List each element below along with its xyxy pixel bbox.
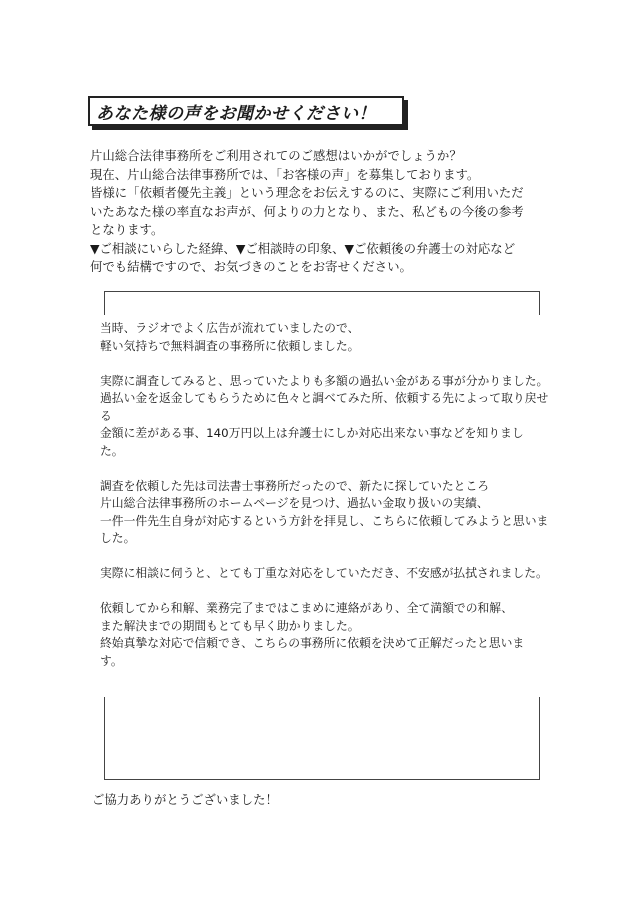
thanks-message: ご協力ありがとうございました！ [92,792,278,807]
testimonial-line: 実際に相談に伺うと、とても丁重な対応をしていただき、不安感が払拭されました。 [100,566,548,580]
testimonial-line: した。 [100,531,136,545]
intro-line: となります。 [90,222,164,237]
testimonial-line: 過払い金を返金してもらうために色々と調べてみた所、依頼する先によって取り戻せ [100,391,549,405]
testimonial-line: 依頼してから和解、業務完了まではこまめに連絡があり、全て満額での和解、 [100,601,513,615]
testimonial-line: す。 [100,653,123,668]
intro-line: 現在、片山総合法律事務所では、「お客様の声」を募集しております。 [90,166,480,182]
testimonial-paragraph [100,565,560,583]
testimonial-paragraph [100,600,560,670]
intro-text [90,147,560,277]
intro-line: いたあなた様の率直なお声が、何よりの力となり、また、私どもの今後の参考 [90,203,524,219]
comment-frame-top [104,291,540,315]
testimonial-line: た。 [100,443,124,458]
intro-line: 何でも結構ですので、お気づきのことをお寄せください。 [90,259,412,274]
testimonial-paragraph [100,478,560,548]
testimonial-line: 片山総合法律事務所のホームページを見つけ、過払い金取り扱いの実績、 [100,496,489,510]
testimonial-paragraph [100,320,560,355]
intro-line: ▼ご相談にいらした経緯、▼ご相談時の印象、▼ご依頼後の弁護士の対応など [90,240,516,256]
testimonial-line: 一件一件先生自身が対応するという方針を拝見し、こちらに依頼してみようと思いま [100,513,549,528]
testimonial-line: 当時、ラジオでよく広告が流れていましたので、 [100,321,360,335]
testimonial-line: 実際に調査してみると、思っていたよりも多額の過払い金がある事が分かりました。 [100,373,549,388]
intro-line: 片山総合法律事務所をご利用されてのご感想はいかがでしょうか？ [90,148,462,163]
testimonial-line: る [100,408,112,423]
testimonial-line: 金額に差がある事、140万円以上は弁護士にしか対応出来ない事などを知りまし [100,426,524,440]
testimonial-line: 軽い気持ちで無料調査の事務所に依頼しました。 [100,338,360,353]
testimonial-paragraph [100,373,560,461]
page-title-box [88,96,404,126]
testimonial-line: 終始真摯な対応で信頼でき、こちらの事務所に依頼を決めて正解だったと思いま [100,636,525,650]
intro-line: 皆様に「依頼者優先主義」という理念をお伝えするのに、実際にご利用いただ [90,185,524,200]
testimonial-text [100,320,560,688]
page-title: あなた様の声をお聞かせください！ [96,103,376,124]
testimonial-line: また解決までの期間もとても早く助かりました。 [100,618,360,633]
testimonial-line: 調査を依頼した先は司法書士事務所だったので、新たに探していたところ [100,478,490,493]
comment-frame-bottom [104,697,540,780]
